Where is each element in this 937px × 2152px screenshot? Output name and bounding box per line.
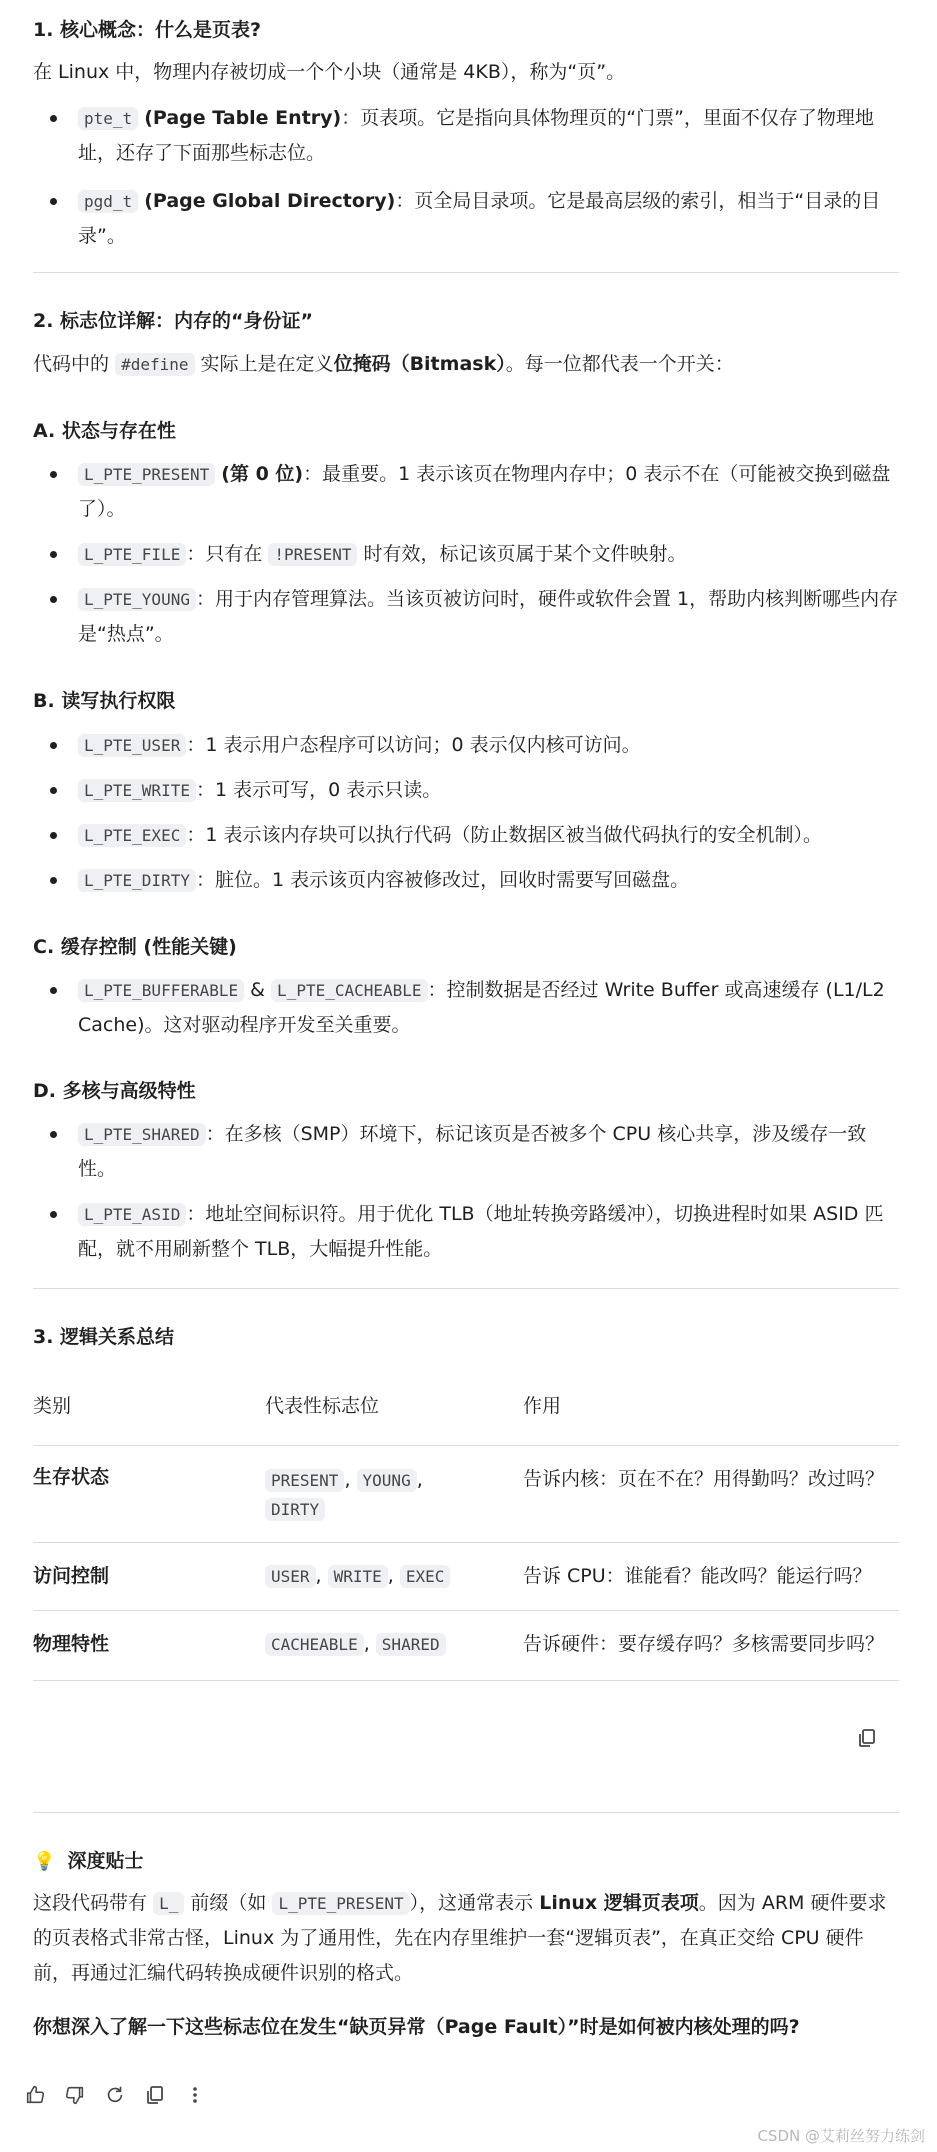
- tip-pre: 这段代码带有: [33, 1892, 148, 1914]
- flag-user: USER: [265, 1565, 316, 1588]
- list-item-shared: [33, 1117, 899, 1187]
- user-desc: ：1 表示用户态程序可以访问；0 表示仅内核可访问。: [186, 734, 641, 756]
- divider-3: [33, 1812, 899, 1813]
- summary-table: [33, 1393, 899, 1681]
- tip-post: 。因为 ARM 硬件要求的页表格式非常古怪，Linux 为了通用性，先在内存里维护一套“逻辑页表”，在真正交给 CPU 硬件前，再通过汇编代码转换成硬件识别的格式。: [33, 1892, 887, 1984]
- intro-post: 。每一位都代表一个开关：: [505, 353, 734, 375]
- code-l-pte-bufferable: L_PTE_BUFFERABLE: [78, 979, 244, 1002]
- response-actions: [20, 2080, 210, 2110]
- row-flags: [265, 1611, 523, 1681]
- code-l-prefix: L_: [153, 1892, 184, 1915]
- row-flags: [265, 1543, 523, 1611]
- present-desc: ：最重要。1 表示该页在物理内存中；0 表示不在（可能被交换到磁盘了）。: [78, 463, 891, 520]
- flag-separator: ,: [315, 1565, 322, 1587]
- pte-t-desc: ：页表项。它是指向具体物理页的“门票”，里面不仅存了物理地址，还存了下面那些标志位。: [78, 107, 874, 164]
- list-item-cache: [33, 973, 899, 1043]
- code-pte-t: pte_t: [78, 107, 138, 130]
- flag-separator: ,: [387, 1565, 394, 1587]
- code-l-pte-exec: L_PTE_EXEC: [78, 824, 186, 847]
- code-l-pte-young: L_PTE_YOUNG: [78, 588, 196, 611]
- list-item-young: [33, 582, 899, 652]
- ampersand: &: [250, 979, 265, 1001]
- pte-t-term: (Page Table Entry): [144, 107, 342, 129]
- group-b-list: [33, 728, 899, 898]
- group-d-title: D. 多核与高级特性: [33, 1080, 196, 1102]
- tip-paragraph: [33, 1886, 899, 1991]
- question-text: 你想深入了解一下这些标志位在发生“缺页异常（Page Fault）”时是如何被内核处理的吗?: [33, 2016, 800, 2038]
- list-item-pte-t: [33, 101, 899, 171]
- section1-list: [33, 101, 899, 254]
- copy-table-button[interactable]: [852, 1723, 882, 1753]
- lightbulb-icon: 💡: [33, 1851, 56, 1872]
- thumbs-down-button[interactable]: [60, 2080, 90, 2110]
- row-category: [33, 1543, 265, 1611]
- thumbs-up-icon: [24, 2084, 46, 2106]
- header-flags: 代表性标志位: [265, 1395, 380, 1417]
- asid-desc: ：地址空间标识符。用于优化 TLB（地址转换旁路缓冲），切换进程时如果 ASID 匹配，就不用刷新整个 TLB，大幅提升性能。: [78, 1203, 884, 1260]
- list-item-dirty: [33, 863, 899, 898]
- group-c-list: [33, 973, 899, 1043]
- cache-desc: ：控制数据是否经过 Write Buffer 或高速缓存 (L1/L2 Cache)。这对驱动程序开发至关重要。: [78, 979, 885, 1036]
- tip-title: 深度贴士: [67, 1850, 144, 1872]
- table-header-row: [33, 1393, 899, 1446]
- section1-title: 1. 核心概念：什么是页表?: [33, 19, 262, 41]
- category-physical: 物理特性: [33, 1633, 110, 1655]
- code-l-pte-shared: L_PTE_SHARED: [78, 1123, 206, 1146]
- row-category: [33, 1446, 265, 1543]
- code-define: #define: [115, 353, 194, 376]
- shared-desc: ：在多核（SMP）环境下，标记该页是否被多个 CPU 核心共享，涉及缓存一致性。: [78, 1123, 867, 1180]
- table-row: [33, 1611, 899, 1681]
- watermark: CSDN @艾莉丝努力练剑: [757, 2127, 925, 2145]
- flag-cacheable: CACHEABLE: [265, 1633, 364, 1656]
- tip-bold: Linux 逻辑页表项: [539, 1892, 699, 1914]
- category-access: 访问控制: [33, 1565, 110, 1587]
- row-flags: [265, 1446, 523, 1543]
- code-l-pte-file: L_PTE_FILE: [78, 543, 186, 566]
- section1-intro: 在 Linux 中，物理内存被切成一个个小块（通常是 4KB），称为“页”。: [33, 61, 626, 83]
- dirty-desc: ：脏位。1 表示该页内容被修改过，回收时需要写回磁盘。: [195, 869, 690, 891]
- refresh-icon: [104, 2084, 126, 2106]
- group-a-list: [33, 457, 899, 652]
- code-tip-l-pte-present: L_PTE_PRESENT: [272, 1892, 409, 1915]
- copy-icon: [857, 1728, 877, 1748]
- copy-response-button[interactable]: [140, 2080, 170, 2110]
- write-desc: ：1 表示可写，0 表示只读。: [195, 779, 442, 801]
- intro-bitmask: 位掩码（Bitmask）: [333, 353, 506, 375]
- group-b-title: B. 读写执行权限: [33, 690, 176, 712]
- section2-intro: [33, 347, 899, 382]
- divider-1: [33, 272, 899, 273]
- young-desc: ：用于内存管理算法。当该页被访问时，硬件或软件会置 1，帮助内核判断哪些内存是“热点”。: [78, 588, 899, 645]
- row-category: [33, 1611, 265, 1681]
- group-a-title: A. 状态与存在性: [33, 420, 176, 442]
- divider-2: [33, 1288, 899, 1289]
- list-item-asid: [33, 1197, 899, 1267]
- regenerate-button[interactable]: [100, 2080, 130, 2110]
- code-l-pte-write: L_PTE_WRITE: [78, 779, 196, 802]
- tip-heading: [33, 1846, 143, 1877]
- file-post: 时有效，标记该页属于某个文件映射。: [363, 543, 687, 565]
- copy-icon: [145, 2085, 165, 2105]
- group-c-title: C. 缓存控制 (性能关键): [33, 936, 237, 958]
- header-category: 类别: [33, 1395, 72, 1417]
- flag-separator: ,: [344, 1469, 351, 1491]
- section2-title: 2. 标志位详解：内存的“身份证”: [33, 310, 314, 332]
- thumbs-up-button[interactable]: [20, 2080, 50, 2110]
- list-item-user: [33, 728, 899, 763]
- code-not-present: !PRESENT: [268, 543, 357, 566]
- flag-write: WRITE: [328, 1565, 388, 1588]
- tip-mid1: 前缀（如: [190, 1892, 267, 1914]
- row-desc: 告诉 CPU：谁能看？能改吗？能运行吗？: [523, 1565, 872, 1587]
- flag-present: PRESENT: [265, 1469, 344, 1492]
- table-row: [33, 1446, 899, 1543]
- list-item-present: [33, 457, 899, 527]
- flag-dirty: DIRTY: [265, 1498, 325, 1521]
- intro-mid: 实际上是在定义: [200, 353, 334, 375]
- present-bit: (第 0 位): [221, 463, 304, 485]
- tip-mid2: ），这通常表示: [409, 1892, 534, 1914]
- tip-question: [33, 2010, 899, 2045]
- flag-shared: SHARED: [376, 1633, 446, 1656]
- more-vert-icon: [185, 2085, 205, 2105]
- exec-desc: ：1 表示该内存块可以执行代码（防止数据区被当做代码执行的安全机制）。: [186, 824, 822, 846]
- flag-young: YOUNG: [357, 1469, 417, 1492]
- list-item-pgd-t: [33, 184, 899, 254]
- more-options-button[interactable]: [180, 2080, 210, 2110]
- pgd-t-desc: ：页全局目录项。它是最高层级的索引，相当于“目录的目录”。: [78, 190, 881, 247]
- table-row: [33, 1543, 899, 1611]
- list-item-write: [33, 773, 899, 808]
- code-pgd-t: pgd_t: [78, 190, 138, 213]
- thumbs-down-icon: [64, 2084, 86, 2106]
- flag-separator: ,: [363, 1633, 370, 1655]
- pgd-t-term: (Page Global Directory): [144, 190, 396, 212]
- list-item-file: [33, 537, 899, 572]
- flag-exec: EXEC: [400, 1565, 451, 1588]
- row-desc: 告诉硬件：要存缓存吗？多核需要同步吗？: [523, 1633, 885, 1655]
- flag-separator: ,: [416, 1469, 423, 1491]
- header-purpose: 作用: [523, 1395, 562, 1417]
- list-item-exec: [33, 818, 899, 853]
- code-l-pte-cacheable: L_PTE_CACHEABLE: [271, 979, 428, 1002]
- row-desc: 告诉内核：页在不在？用得勤吗？改过吗？: [523, 1468, 885, 1490]
- file-pre: ：只有在: [186, 543, 263, 565]
- code-l-pte-dirty: L_PTE_DIRTY: [78, 869, 196, 892]
- code-l-pte-asid: L_PTE_ASID: [78, 1203, 186, 1226]
- category-survival: 生存状态: [33, 1466, 110, 1488]
- intro-pre: 代码中的: [33, 353, 110, 375]
- code-l-pte-user: L_PTE_USER: [78, 734, 186, 757]
- group-d-list: [33, 1117, 899, 1267]
- code-l-pte-present: L_PTE_PRESENT: [78, 463, 215, 486]
- section3-title: 3. 逻辑关系总结: [33, 1326, 175, 1348]
